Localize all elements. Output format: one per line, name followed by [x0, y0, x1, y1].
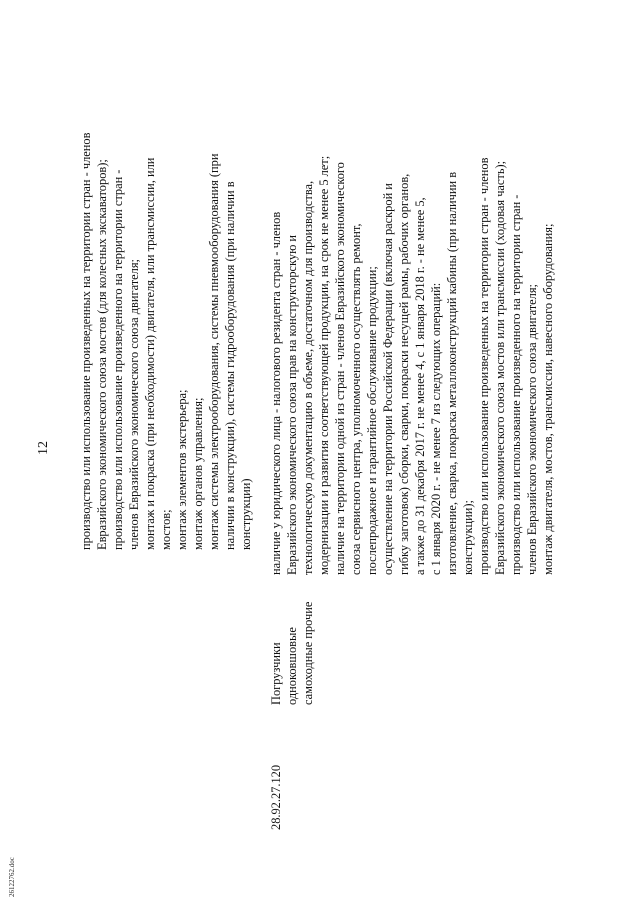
text-line: членов Евразийского экономического союза двигателя; [525, 284, 539, 575]
text-line: Евразийского экономического союза мостов или трансмиссии (ходовая часть); [493, 160, 507, 575]
okpd-code: 28.92.27.120 [269, 764, 283, 830]
text-line: модернизации и развития соответствующей продукции, на срок не менее 5 лет; [317, 155, 331, 575]
text-line: производство или использование произведенных на территории стран - членов [477, 157, 491, 575]
file-reference: 26122762.doc [8, 857, 16, 897]
text-line: производство или использование произведенного на территории стран - [111, 169, 125, 550]
text-line: наличие у юридического лица - налогового резидента стран - членов [269, 211, 283, 575]
text-line: технологическую документацию в объеме, достаточном для производства, [301, 180, 315, 575]
text-line: монтаж органов управления; [191, 397, 205, 550]
text-line: наличии в конструкции), системы гидрооборудования (при наличии в [223, 181, 237, 550]
text-line: Евразийского экономического союза прав на конструкторскую и [285, 234, 299, 575]
text-line: гибку заготовок) сборки, сварки, покраски несущей рамы, рабочих органов, [397, 173, 411, 575]
text-line: а также до 31 декабря 2017 г. не менее 4, с 1 января 2018 г. - не менее 5, [413, 197, 427, 575]
product-requirements [268, 0, 556, 575]
text-line: монтаж системы электрооборудования, системы пневмооборудования (при [207, 153, 221, 550]
text-line: Погрузчики [269, 642, 283, 705]
text-line: производство или использование произведенных на территории стран - членов [79, 132, 93, 550]
product-code [268, 720, 284, 830]
text-line: Евразийского экономического союза мостов (для колесных экскаваторов); [95, 159, 109, 550]
text-line: изготовление, сварка, покраска металлоконструкций кабины (при наличии в [445, 171, 459, 575]
text-line: одноковшовые [285, 627, 299, 705]
text-line: с 1 января 2020 г. - не менее 7 из следующих операций: [429, 282, 443, 575]
text-line: монтаж элементов экстерьера; [175, 389, 189, 550]
product-name [268, 585, 316, 705]
text-line: осуществление на территории Российской Федерации (включая раскрой и [381, 183, 395, 575]
text-line: монтаж двигателя, мостов, трансмиссии, навесного оборудования; [541, 223, 555, 575]
text-line: производство или использование произведенного на территории стран - [509, 194, 523, 575]
text-line: конструкции) [239, 478, 253, 550]
text-line: самоходные прочие [301, 601, 315, 705]
text-line: союза сервисного центра, уполномоченного осуществлять ремонт, [349, 223, 363, 575]
text-line: конструкции); [461, 500, 475, 575]
text-line: членов Евразийского экономического союза двигателя; [127, 259, 141, 550]
continuation-requirements [78, 10, 254, 550]
text-line: монтаж и покраска (при необходимости) двигателя, или трансмиссии, или [143, 157, 157, 550]
text-line: послепродажное и гарантийное обслуживание продукции; [365, 266, 379, 575]
page-number: 12 [36, 441, 51, 455]
text-line: наличие на территории одной из стран - членов Евразийского экономического [333, 162, 347, 575]
text-line: мостов; [159, 509, 173, 550]
